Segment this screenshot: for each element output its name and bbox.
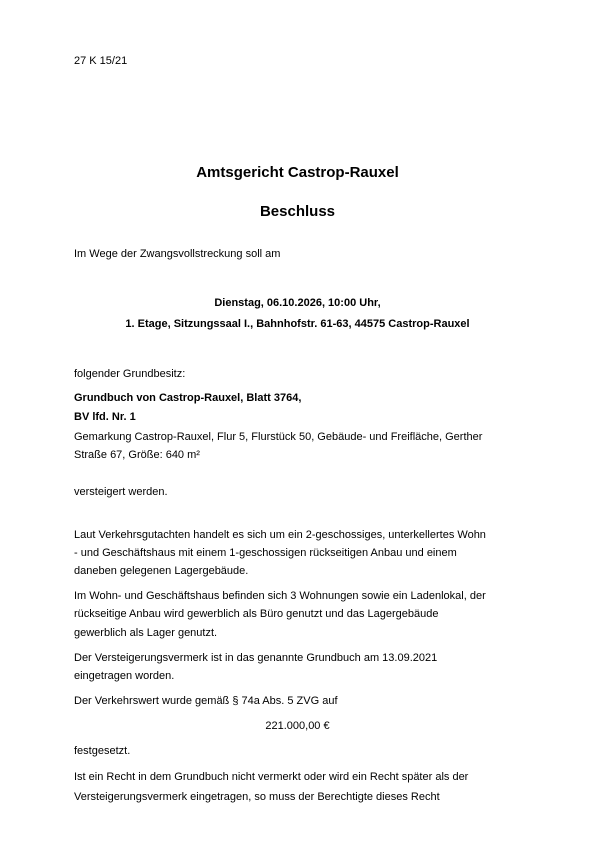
paragraph-line: gewerblich als Lager genutzt. [74,627,218,639]
paragraph-line: Der Verkehrswert wurde gemäß § 74a Abs. 5 ZVG auf [74,695,338,707]
property-intro: folgender Grundbesitz: [74,368,186,380]
land-register: Grundbuch von Castrop-Rauxel, Blatt 3764, [74,392,302,404]
paragraph-line: eingetragen worden. [74,670,175,682]
market-value: 221.000,00 € [265,720,330,732]
auction-date: Dienstag, 06.10.2026, 10:00 Uhr, [214,297,381,309]
paragraph-line: daneben gelegenen Lagergebäude. [74,565,249,577]
auctioned-text: versteigert werden. [74,486,168,498]
paragraph-line: Versteigerungsvermerk eingetragen, so muss der Berechtigte dieses Recht [74,791,440,803]
document-title: Beschluss [259,203,336,220]
parcel-line: Straße 67, Größe: 640 m² [74,449,200,461]
paragraph-line: - und Geschäftshaus mit einem 1-geschossigen rückseitigen Anbau und einem [74,547,457,559]
paragraph-line: Laut Verkehrsgutachten handelt es sich um ein 2-geschossiges, unterkellertes Wohn [74,529,486,541]
parcel-line: Gemarkung Castrop-Rauxel, Flur 5, Flurstück 50, Gebäude- und Freifläche, Gerther [74,431,483,443]
fixed-text: festgesetzt. [74,745,131,757]
case-reference: 27 K 15/21 [74,55,128,67]
court-name: Amtsgericht Castrop-Rauxel [196,164,399,181]
paragraph-line: rückseitige Anbau wird gewerblich als Büro genutzt und das Lagergebäude [74,608,439,620]
paragraph-line: Ist ein Recht in dem Grundbuch nicht vermerkt oder wird ein Recht später als der [74,771,469,783]
bv-entry: BV lfd. Nr. 1 [74,411,136,423]
intro-text: Im Wege der Zwangsvollstreckung soll am [74,248,281,260]
paragraph-line: Im Wohn- und Geschäftshaus befinden sich 3 Wohnungen sowie ein Ladenlokal, der [74,590,486,602]
paragraph-line: Der Versteigerungsvermerk ist in das genannte Grundbuch am 13.09.2021 [74,652,438,664]
auction-location: 1. Etage, Sitzungssaal I., Bahnhofstr. 61-63, 44575 Castrop-Rauxel [125,318,470,330]
